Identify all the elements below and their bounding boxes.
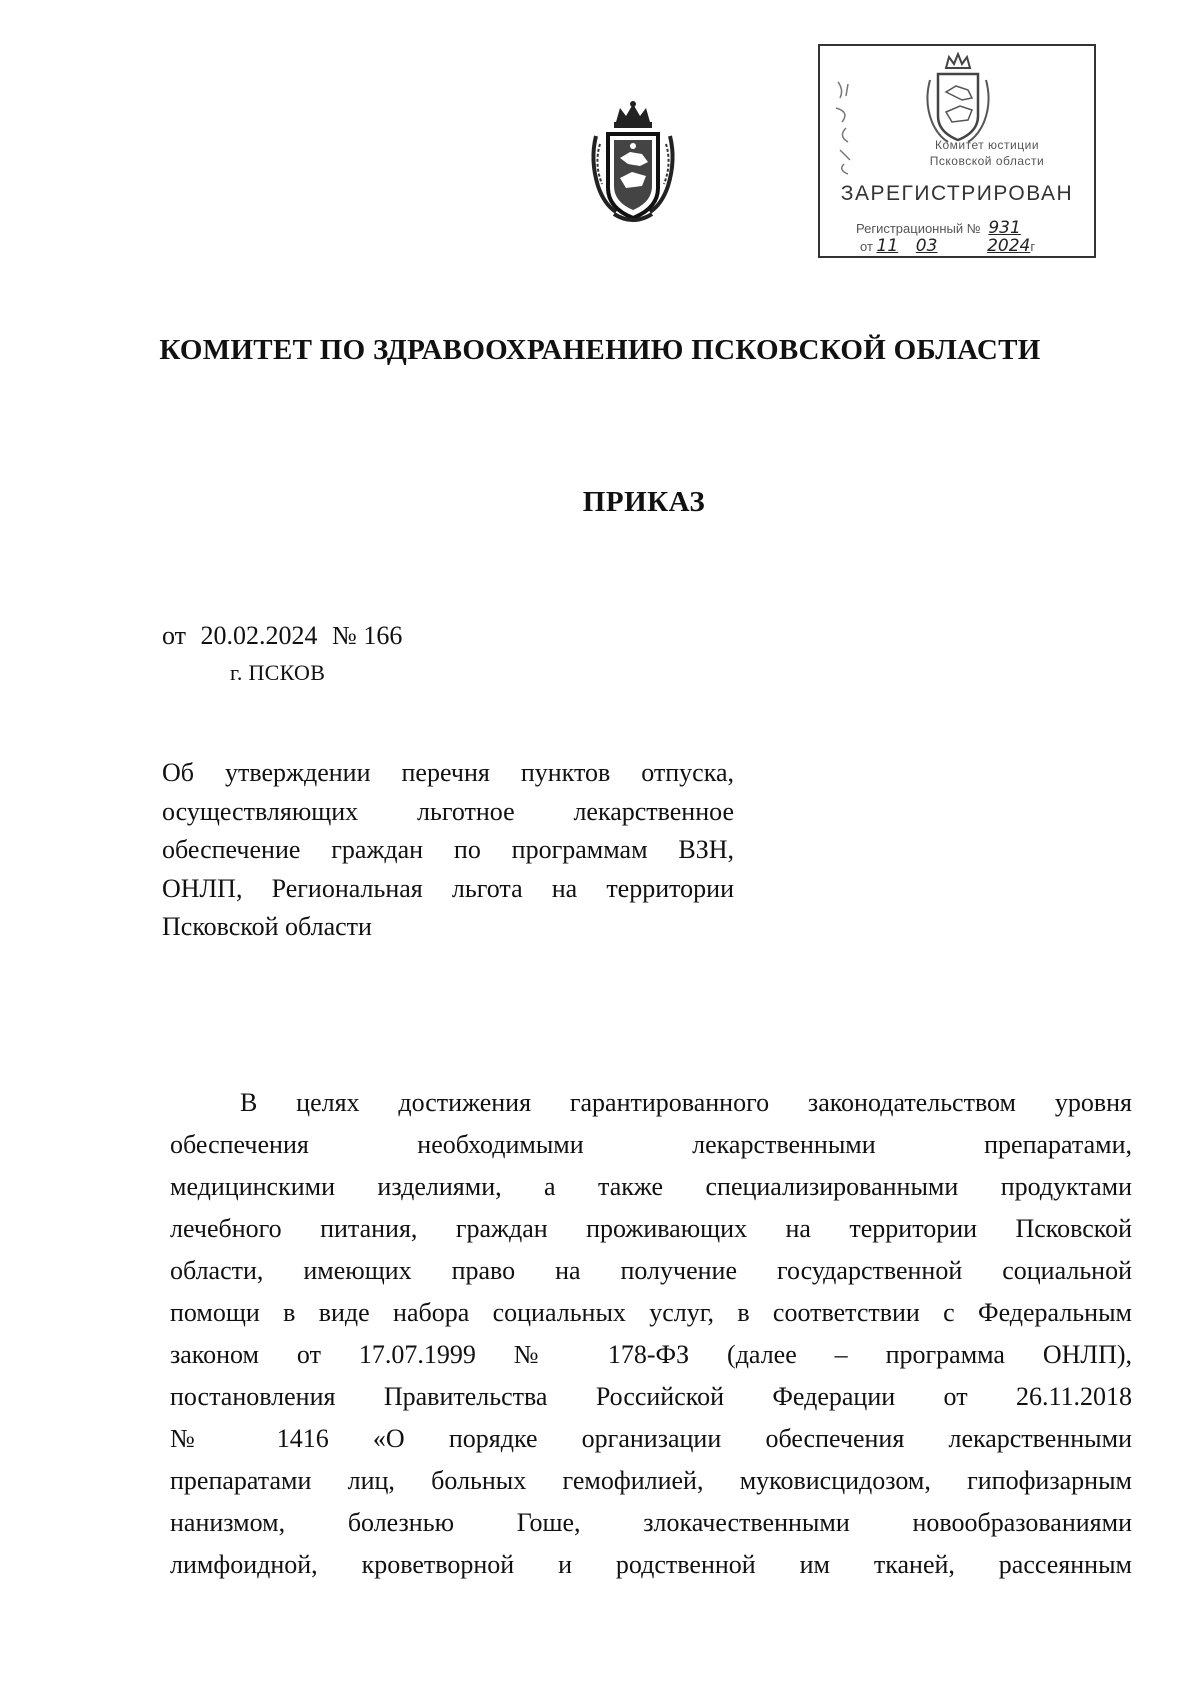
date-prefix: от — [162, 621, 187, 650]
order-subject — [162, 754, 734, 947]
body-line: законом от 17.07.1999 № 178-ФЗ (далее – программа ОНЛП), — [170, 1340, 1132, 1369]
body-line: № 1416 «О порядке организации обеспечения лекарственными — [170, 1424, 1132, 1453]
stamp-reg-number: 931 — [988, 218, 1021, 238]
order-date-number — [162, 621, 410, 651]
stamp-registered-text: ЗАРЕГИСТРИРОВАН — [840, 182, 1074, 205]
stamp-reg-label: Регистрационный № — [856, 221, 981, 236]
order-body-paragraph — [170, 1082, 1132, 1586]
body-line: лимфоидной, кроветворной и родственной им тканей, рассеянным — [170, 1550, 1132, 1579]
subject-line: осуществляющих льготное лекарственное — [162, 796, 734, 826]
stamp-date-year: 2024 — [987, 236, 1031, 256]
stamp-date-suffix: г — [1030, 239, 1036, 254]
body-line: препаратами лиц, больных гемофилией, муковисцидозом, гипофизарным — [170, 1466, 1132, 1495]
stamp-registration-number — [856, 218, 1021, 238]
organization-title: КОМИТЕТ ПО ЗДРАВООХРАНЕНИЮ ПСКОВСКОЙ ОБЛАСТИ — [159, 334, 1041, 366]
body-line: обеспечения необходимыми лекарственными препаратами, — [170, 1130, 1132, 1159]
body-line: постановления Правительства Российской Федерации от 26.11.2018 — [170, 1382, 1132, 1411]
subject-line: ОНЛП, Региональная льгота на территории — [162, 873, 734, 903]
stamp-date-day: 11 — [876, 236, 899, 256]
subject-line: Псковской области — [162, 912, 372, 941]
body-line: лечебного питания, граждан проживающих на территории Псковской — [170, 1214, 1132, 1243]
body-line: помощи в виде набора социальных услуг, в соответствии с Федеральным — [170, 1298, 1132, 1327]
registration-stamp — [818, 44, 1096, 258]
stamp-coat-of-arms-icon — [922, 52, 994, 150]
body-line: области, имеющих право на получение государственной социальной — [170, 1256, 1132, 1285]
stamp-authority-line1: Комитет юстиции — [934, 138, 1040, 152]
stamp-registration-date — [860, 236, 1035, 256]
stamp-date-month: 03 — [915, 236, 938, 256]
coat-of-arms-icon — [586, 100, 680, 228]
body-line: медицинскими изделиями, а также специализированными продуктами — [170, 1172, 1132, 1201]
stamp-authority-line2: Псковской области — [929, 154, 1045, 168]
order-date: 20.02.2024 — [200, 621, 318, 650]
body-line: нанизмом, болезнью Гоше, злокачественными новообразованиями — [170, 1508, 1132, 1537]
subject-line: Об утверждении перечня пунктов отпуска, — [162, 758, 734, 787]
order-number: № 166 — [332, 621, 403, 650]
stamp-mark-icon — [830, 76, 870, 176]
stamp-date-prefix: от — [860, 239, 873, 254]
order-city: г. ПСКОВ — [230, 660, 326, 685]
body-line: В целях достижения гарантированного законодательством уровня — [240, 1088, 1132, 1117]
document-type: ПРИКАЗ — [582, 486, 706, 518]
subject-line: обеспечение граждан по программам ВЗН, — [162, 835, 734, 864]
